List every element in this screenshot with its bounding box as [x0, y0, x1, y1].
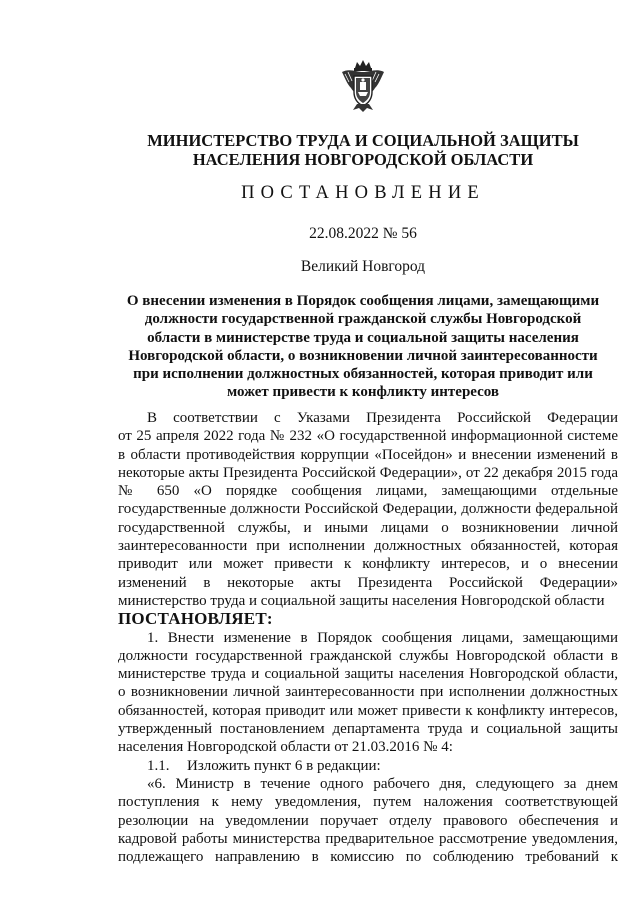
item-1-line: должности государственной гражданской службы Новгородской области в [118, 647, 618, 664]
title-line: может привести к конфликту интересов [226, 384, 500, 401]
item-1-1 [118, 757, 618, 775]
coat-of-arms-icon [339, 58, 387, 114]
item-1-line: обязанностей, которая приводит или может привести к конфликту интересов, [118, 702, 618, 719]
preamble-line: от 25 апреля 2022 года № 232 «О государственной информационной системе [118, 428, 618, 445]
ministry-line-2: НАСЕЛЕНИЯ НОВГОРОДСКОЙ ОБЛАСТИ [192, 150, 534, 169]
item-1-line: утвержденный постановлением департамента труда и социальной защиты [118, 721, 618, 738]
preamble-line: государственные должности Российской Федерации, должности федеральной [118, 501, 618, 518]
title-line: О внесении изменения в Порядок сообщения лицами, замещающими [126, 293, 600, 309]
city: Великий Новгород [300, 258, 426, 275]
item-1-1-number: 1.1. [147, 757, 170, 774]
preamble-line: В соответствии с Указами Президента Российской Федерации [147, 410, 618, 426]
document-type: ПОСТАНОВЛЕНИЕ [241, 183, 485, 203]
preamble-line: приводит или может привести к конфликту интересов, и о внесении [118, 556, 618, 573]
preamble-line: № 650 «О порядке сообщения лицами, замещающими отдельные [118, 483, 618, 500]
ministry-name [100, 131, 626, 169]
document-body [118, 409, 618, 866]
item-1-line: о возникновении личной заинтересованности при исполнении должностных [118, 684, 618, 701]
preamble-line: изменений в некоторые акты Президента Российской Федерации» [118, 574, 618, 591]
item-1-1-text: Изложить пункт 6 в редакции: [187, 757, 381, 774]
item-1-line: 1. Внести изменение в Порядок сообщения лицами, замещающими [147, 629, 618, 646]
preamble-line: министерство труда и социальной защиты населения Новгородской области [118, 592, 605, 609]
item-1-line: населения Новгородской области от 21.03.2016 № 4: [118, 739, 453, 756]
title-line: должности государственной гражданской службы Новгородской [144, 311, 582, 328]
quote-line: кадровой работы министерства предварительное рассмотрение уведомления, [118, 830, 618, 847]
ministry-line-1: МИНИСТЕРСТВО ТРУДА И СОЦИАЛЬНОЙ ЗАЩИТЫ [147, 131, 579, 150]
item-1-line: министерстве труда и социальной защиты населения Новгородской области, [118, 666, 618, 683]
title-line: при исполнении должностных обязанностей, которая приводит или [133, 366, 593, 383]
quote-line: «6. Министр в течение одного рабочего дня, следующего за днем [147, 775, 618, 792]
preamble-line: заинтересованности при исполнении должностных обязанностей, которая [118, 538, 618, 555]
title-line: области в министерстве труда и социальной защиты населения [147, 329, 579, 346]
preamble-line: государственной службы, и иными лицами о возникновении личной [118, 519, 618, 536]
document-title [118, 292, 608, 402]
quote-line: резолюции на уведомлении поручает отделу правового обеспечения и [118, 812, 618, 829]
preamble-line: некоторые акты Президента Российской Федерации», от 22 декабря 2015 года [118, 464, 618, 481]
quote-line: подлежащего направлению в комиссию по соблюдению требований к [118, 849, 618, 866]
resolves-heading: ПОСТАНОВЛЯЕТ: [118, 609, 273, 629]
title-line: Новгородской области, о возникновении личной заинтересованности [128, 347, 598, 364]
date-and-number: 22.08.2022 № 56 [309, 225, 417, 242]
quote-line: поступления к нему уведомления, путем наложения соответствующей [118, 794, 618, 811]
preamble-line: в области противодействия коррупции «Посейдон» и внесении изменений в [118, 446, 618, 463]
